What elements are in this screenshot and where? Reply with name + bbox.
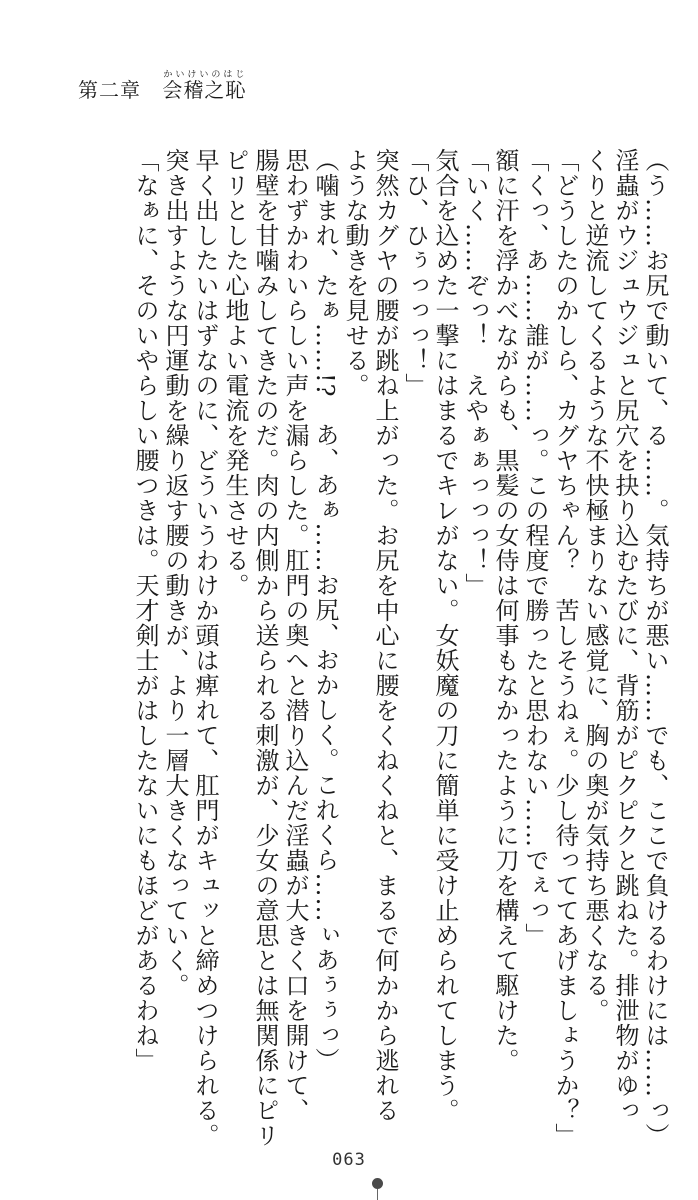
chapter-title-text: 会稽之恥 [162, 78, 247, 102]
text-line: 腸壁を甘噛みしてきたのだ。肉の内側から送られる刺激が、少女の意思とは無関係にピリ [251, 148, 279, 1148]
running-header [78, 70, 246, 103]
text-line: ような動きを見せる。 [341, 148, 369, 398]
page-number: 063 [332, 1150, 366, 1170]
text-line: 「くっ、あ……誰が……っ。この程度で勝ったと思わない……でぇっ」 [521, 148, 549, 948]
page-marker-line [377, 1189, 378, 1200]
text-line: 「ひ、ひぅっっっ！」 [401, 148, 429, 398]
text-line: 「なぁに、そのいやらしい腰つきは。天才剣士がはしたないにもほどがあるわね」 [131, 148, 159, 1073]
page-marker-dot-icon [372, 1178, 383, 1189]
text-line: 淫蟲がウジュウジュと尻穴を抉り込むたびに、背筋がピクピクと跳ねた。排泄物がゆっ [611, 148, 639, 1123]
text-line: ピリとした心地よい電流を発生させる。 [221, 148, 249, 598]
text-line: 額に汗を浮かべながらも、黒髪の女侍は何事もなかったように刀を構えて駆けた。 [491, 148, 519, 1073]
chapter-title-reading: かいけいのはじ [162, 70, 247, 80]
text-line: （う……お尻で動いて、る……。気持ちが悪い……でも、ここで負けるわけには……っ） [641, 148, 669, 1148]
text-line: 思わずかわいらしい声を漏らした。肛門の奥へと潜り込んだ淫蟲が大きく口を開けて、 [281, 148, 309, 1123]
text-line: 「いく……ぞっ！ えやぁぁっっっ！」 [461, 148, 489, 598]
text-line: （噛まれ、たぁ……!? あ、あぁ……お尻、おかしく。これくら……ぃあぅぅっ） [311, 148, 339, 1073]
vertical-body-text [130, 148, 670, 1148]
text-line: 早く出したいはずなのに、どういうわけか頭は痺れて、肛門がキュッと締めつけられる。 [191, 148, 219, 1148]
text-line: 突き出すような円運動を繰り返す腰の動きが、より一層大きくなっていく。 [161, 148, 189, 998]
chapter-label: 第二章 [78, 78, 141, 102]
text-line: 突然カグヤの腰が跳ね上がった。お尻を中心に腰をくねくねと、まるで何かから逃れる [371, 148, 399, 1123]
chapter-title [162, 70, 247, 102]
text-line: 気合を込めた一撃にはまるでキレがない。女妖魔の刀に簡単に受け止められてしまう。 [431, 148, 459, 1123]
text-line: くりと逆流してくるような不快極まりない感覚に、胸の奥が気持ち悪くなる。 [581, 148, 609, 1023]
text-line: 「どうしたのかしら、カグヤちゃん？ 苦しそうねぇ。少し待っててあげましょうか？」 [551, 148, 579, 1148]
